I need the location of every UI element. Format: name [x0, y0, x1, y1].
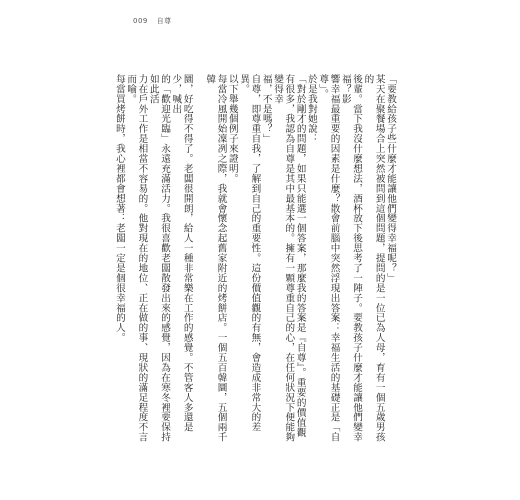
page-number: 009 [133, 17, 148, 25]
paragraph-line: 每當冷風開始凜冽之際，我就會懷念起舊家附近的烤餅店。一個五百韓圜，五個兩千韓 [204, 74, 227, 443]
paragraph-line: 於是我對她說： [305, 74, 317, 144]
paragraph-line: 「對於剛才的問題，如果只能選一個答案，那麼我的答案是『自尊』。重要的價值觀 [294, 74, 306, 438]
paragraph-line: 自尊，即尊重自我，了解到自己的重要性。這份價值觀的有無，會造成非常大的差異。 [238, 74, 261, 433]
paragraph-line: 的「歡迎光臨」永遠充滿活力。我很喜歡老闆散發出來的感覺，因為在寒冬裡要保持如此活 [147, 74, 171, 443]
paragraph-line: 力在戶外工作是相當不容易的。他對現在的地位、正在做的事、現狀的滿足程度不言而喻。 [125, 74, 148, 443]
paragraph-line: 某天在聚餐場合上突然被問到這個問題，提問的是一位已為人母，育有一個五歲男孩的 [362, 74, 385, 443]
running-title: 自尊 [156, 17, 172, 25]
paragraph-line: 以下舉幾個例子來證明。 [226, 74, 238, 184]
dialogue-question: 「要教給孩子些什麼才能讓他們變得幸福呢？」 [385, 74, 396, 283]
paragraph-line: 每當買烤餅時，我心裡都會想著：老闆一定是個很幸福的人。 [113, 74, 125, 343]
page-header [133, 16, 172, 26]
body-text [113, 74, 396, 444]
paragraph-line: 後輩。當下我沒什麼想法，酒杯放下後思考了一陣子。要教孩子什麼才能讓他們變幸福？影 [339, 74, 363, 443]
paragraph-line: 有很多，我認為自尊是其中最基本的。擁有一顆尊重自己的心，在任何狀況下便能夠變得幸 [272, 74, 295, 443]
paragraph-line: 響幸福最重要的因素是什麼？散會前腦中突然浮現出答案：幸福生活的基礎正是「自尊」。 [317, 74, 340, 443]
paragraph-line: 圜，好吃得不得了。老闆很開朗，給人一種非常樂在工作的感覺。不管客人多還是少，喊出 [170, 74, 193, 433]
paragraph-line: 福，不是嗎？」 [260, 74, 272, 144]
